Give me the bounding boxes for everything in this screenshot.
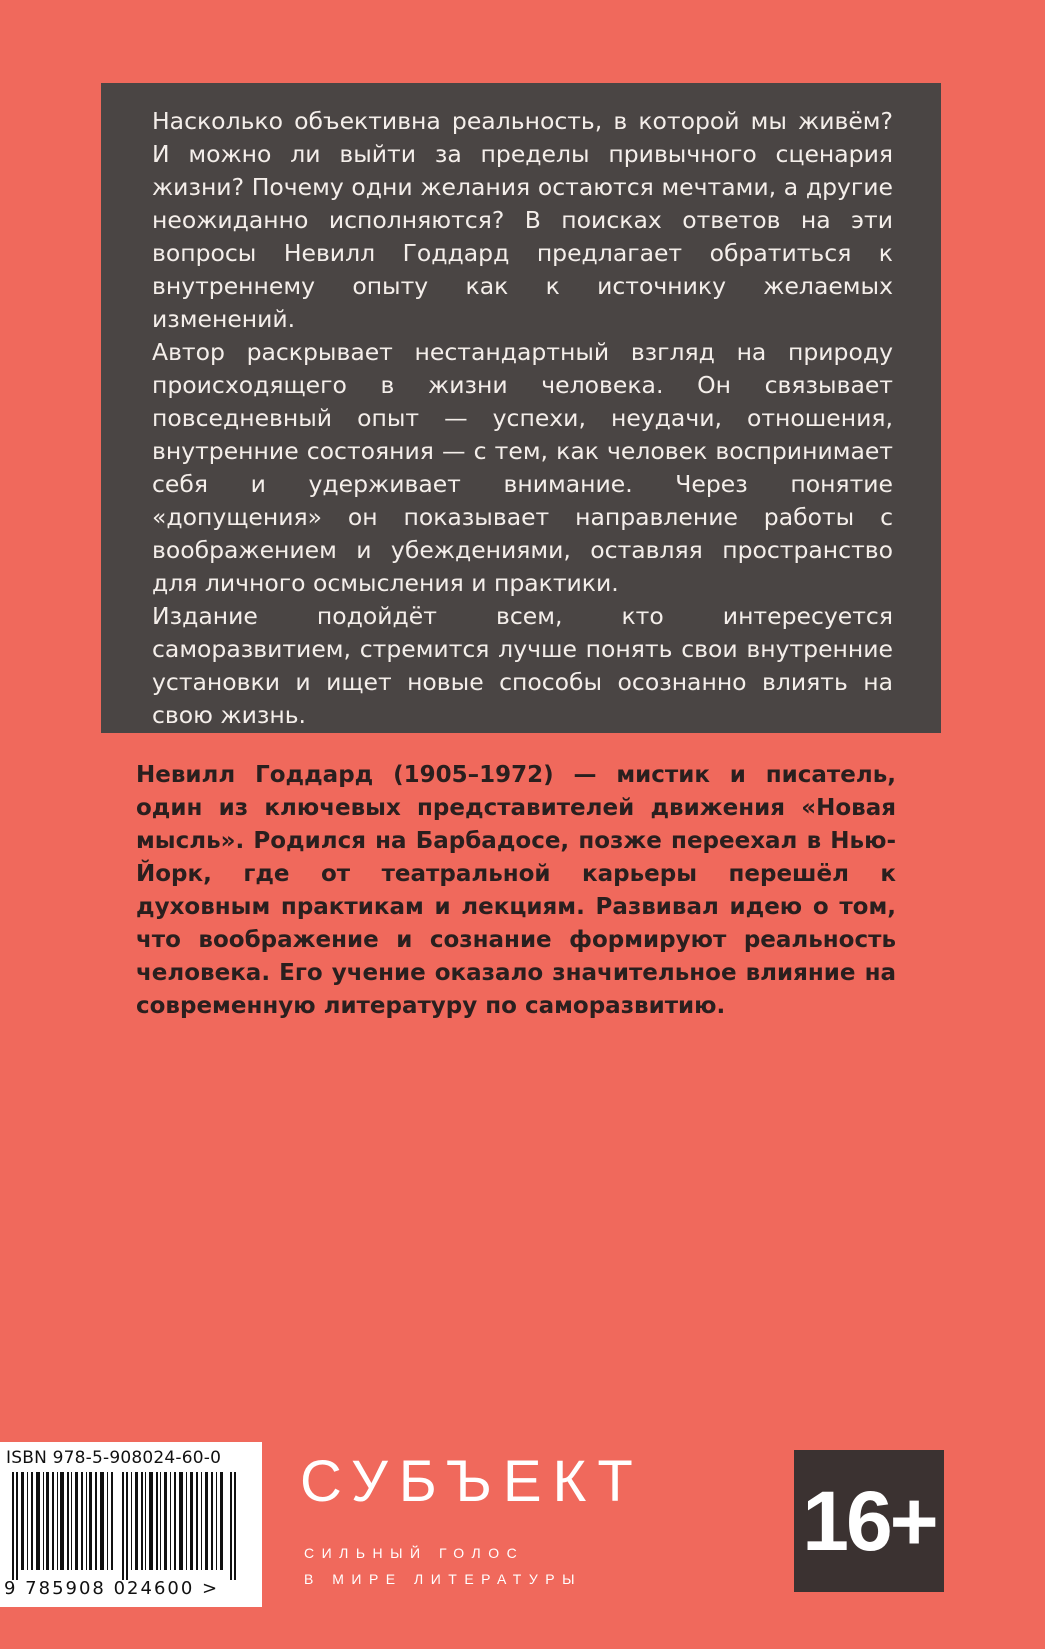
- publisher-tagline-line1: СИЛЬНЫЙ ГОЛОС: [304, 1545, 525, 1561]
- annotation-box: [101, 83, 941, 733]
- isbn-label: ISBN 978-5-908024-60-0: [6, 1448, 222, 1468]
- barcode-digits: 9 785908 024600 >: [4, 1578, 220, 1599]
- barcode-panel: [0, 1442, 262, 1607]
- annotation-paragraph-1: Насколько объективна реальность, в которой мы живём? И можно ли выйти за пределы привычного сценария жизни? Почему одни желания остаются мечтами, а другие неожиданно исполняются? В поисках ответов на эти вопросы Невилл Годдард предлагает обратиться к внутреннему опыту как к источнику желаемых изменений.: [152, 107, 893, 333]
- annotation-paragraph-2: Автор раскрывает нестандартный взгляд на природу происходящего в жизни человека. Он связывает повседневный опыт — успехи, неудачи, отношения, внутренние состояния — с тем, как человек воспринимает себя и удерживает внимание. Через понятие «допущения» он показывает направление работы с воображением и убеждениями, оставляя пространство для личного осмысления и практики.: [152, 338, 893, 597]
- publisher-tagline-line2: В МИРЕ ЛИТЕРАТУРЫ: [304, 1571, 582, 1587]
- age-rating-badge: [794, 1450, 944, 1592]
- publisher-name: СУБЪЕКТ: [300, 1449, 644, 1514]
- annotation-paragraph-3: Издание подойдёт всем, кто интересуется саморазвитием, стремится лучше понять свои внутренние установки и ищет новые способы осознанно влиять на свою жизнь.: [152, 602, 893, 729]
- publisher-logo: [300, 1448, 644, 1598]
- author-bio: Невилл Годдард (1905–1972) — мистик и писатель, один из ключевых представителей движения «Новая мысль». Родился на Барбадосе, позже переехал в Нью-Йорк, где от театральной карьеры перешёл к духовным практикам и лекциям. Развивал идею о том, что воображение и сознание формируют реальность человека. Его учение оказало значительное влияние на современную литературу по саморазвитию.: [136, 762, 896, 1019]
- barcode-icon: [10, 1472, 250, 1580]
- age-rating-text: 16+: [802, 1473, 936, 1568]
